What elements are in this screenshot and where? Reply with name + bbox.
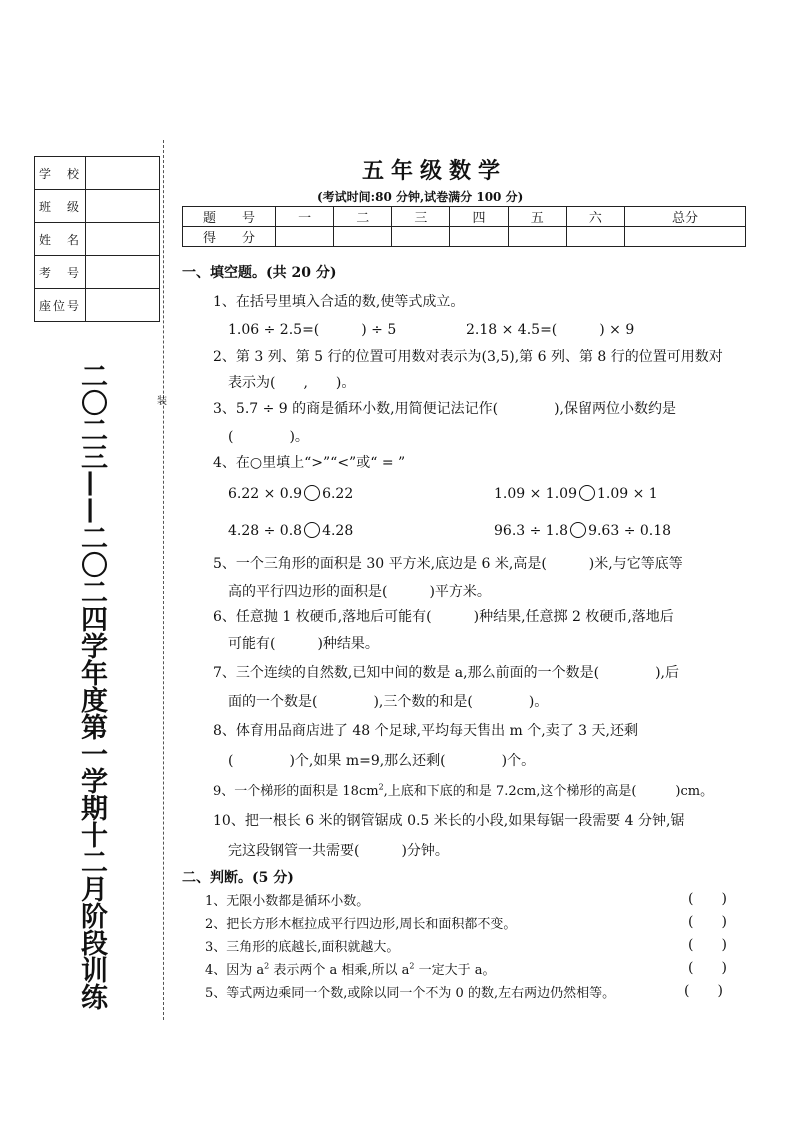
exam-title: 五年级数学 (362, 158, 508, 184)
score-table-score-row (183, 227, 746, 247)
judge-answer-paren[interactable]: ( ) (688, 914, 727, 930)
vertical-term-title: 二〇二三——二〇二四学年度第一学期十二月阶段训练 (76, 362, 107, 1010)
judge-answer-paren[interactable]: ( ) (688, 960, 727, 976)
score-header-cell: 四 (450, 207, 508, 227)
q4-b-right: 1.09 × 1 (596, 486, 658, 502)
q4-d-right: 9.63 ÷ 0.18 (588, 523, 672, 539)
judge-item-4-end: 一定大于 a。 (414, 963, 496, 978)
q5-line1: 5、一个三角形的面积是 30 平方米,底边是 6 米,高是( )米,与它等底等 (213, 556, 683, 572)
seat-number-field[interactable] (86, 289, 160, 322)
score-header-cell: 六 (566, 207, 624, 227)
score-header-cell: 总分 (625, 207, 746, 227)
q2-line2: 表示为( , )。 (228, 375, 356, 391)
score-header-cell: 三 (392, 207, 450, 227)
q4-a-left: 6.22 × 0.9 (228, 486, 303, 502)
judge-answer-paren[interactable]: ( ) (688, 937, 727, 953)
judge-item-4-mid: 表示两个 a 相乘,所以 a (269, 963, 410, 978)
q4-b (494, 485, 658, 502)
section1-heading: 一、填空题。(共 20 分) (182, 265, 337, 281)
q4-c-left: 4.28 ÷ 0.8 (228, 523, 303, 539)
score-cell[interactable] (334, 227, 392, 247)
q3-line1: 3、5.7 ÷ 9 的商是循环小数,用简便记法记作( ),保留两位小数约是 (213, 401, 676, 417)
judge-item-5: 5、等式两边乘同一个数,或除以同一个不为 0 的数,左右两边仍然相等。 (205, 986, 616, 1001)
q4-d (494, 522, 671, 539)
q4-d-left: 96.3 ÷ 1.8 (494, 523, 569, 539)
judge-answer-paren[interactable]: ( ) (684, 983, 723, 999)
score-table-header-row (183, 207, 746, 227)
judge-item-4-pre: 4、因为 a (205, 963, 265, 978)
q7-line2: 面的一个数是( ),三个数的和是( )。 (228, 694, 549, 710)
seat-number-label: 座位号 (35, 289, 86, 322)
exam-subtitle: (考试时间:80 分钟,试卷满分 100 分) (317, 190, 524, 204)
q10-line2: 完这段钢管一共需要( )分钟。 (228, 843, 449, 859)
judge-item-3: 3、三角形的底越长,面积就越大。 (205, 940, 400, 955)
score-cell[interactable] (625, 227, 746, 247)
q5-line2: 高的平行四边形的面积是( )平方米。 (228, 584, 491, 600)
compare-circle-icon[interactable] (570, 522, 586, 538)
judge-item-1: 1、无限小数都是循环小数。 (205, 894, 370, 909)
q4-c (228, 522, 353, 539)
judge-answer-paren[interactable]: ( ) (688, 891, 727, 907)
q1-text: 1、在括号里填入合适的数,使等式成立。 (213, 294, 465, 310)
score-row-label: 得 分 (183, 227, 276, 247)
score-header-cell: 题 号 (183, 207, 276, 227)
compare-circle-icon[interactable] (579, 485, 595, 501)
name-label: 姓 名 (35, 223, 86, 256)
class-label: 班 级 (35, 190, 86, 223)
q8-line2: ( )个,如果 m=9,那么还剩( )个。 (228, 753, 536, 769)
q4-text: 4、在○里填上“>”“<”或“ = ” (213, 455, 406, 471)
judge-item-4 (205, 959, 496, 978)
q4-b-left: 1.09 × 1.09 (494, 486, 577, 502)
school-field[interactable] (86, 157, 160, 190)
q4-a (228, 485, 353, 502)
q7-line1: 7、三个连续的自然数,已知中间的数是 a,那么前面的一个数是( ),后 (213, 665, 679, 681)
binding-mark: 装 (157, 396, 167, 407)
score-header-cell: 一 (276, 207, 334, 227)
q4-a-right: 6.22 (322, 486, 354, 502)
compare-circle-icon[interactable] (304, 522, 320, 538)
score-header-cell: 五 (508, 207, 566, 227)
q1-a: 1.06 ÷ 2.5=( ) ÷ 5 (228, 322, 397, 338)
binding-dashed-line (163, 140, 164, 1020)
exam-number-field[interactable] (86, 256, 160, 289)
q9-mid: ,上底和下底的和是 7.2cm,这个梯形的高是( )cm。 (383, 784, 714, 799)
exam-number-label: 考 号 (35, 256, 86, 289)
judge-item-4-sup-a: 2 (264, 961, 270, 971)
section2-heading: 二、判断。(5 分) (182, 870, 294, 886)
q1-b: 2.18 × 4.5=( ) × 9 (466, 322, 635, 338)
q9-pre: 9、一个梯形的面积是 18cm (213, 784, 379, 799)
score-table (182, 206, 746, 247)
judge-item-4-sup-b: 2 (409, 961, 415, 971)
judge-item-2: 2、把长方形木框拉成平行四边形,周长和面积都不变。 (205, 917, 517, 932)
score-cell[interactable] (392, 227, 450, 247)
q9-sup: 2 (378, 782, 384, 792)
score-cell[interactable] (450, 227, 508, 247)
score-cell[interactable] (508, 227, 566, 247)
name-field[interactable] (86, 223, 160, 256)
q6-line1: 6、任意抛 1 枚硬币,落地后可能有( )种结果,任意掷 2 枚硬币,落地后 (213, 609, 674, 625)
student-info-table (34, 156, 160, 322)
score-cell[interactable] (276, 227, 334, 247)
q10-line1: 10、把一根长 6 米的钢管锯成 0.5 米长的小段,如果每锯一段需要 4 分钟,锯 (213, 813, 685, 829)
q4-c-right: 4.28 (322, 523, 354, 539)
q8-line1: 8、体育用品商店进了 48 个足球,平均每天售出 m 个,卖了 3 天,还剩 (213, 723, 638, 739)
class-field[interactable] (86, 190, 160, 223)
q6-line2: 可能有( )种结果。 (228, 636, 379, 652)
school-label: 学 校 (35, 157, 86, 190)
score-cell[interactable] (566, 227, 624, 247)
compare-circle-icon[interactable] (304, 485, 320, 501)
q2-line1: 2、第 3 列、第 5 行的位置可用数对表示为(3,5),第 6 列、第 8 行的位置可用数对 (213, 349, 723, 365)
q3-line2: ( )。 (228, 429, 309, 445)
score-header-cell: 二 (334, 207, 392, 227)
q9-text (213, 780, 713, 799)
